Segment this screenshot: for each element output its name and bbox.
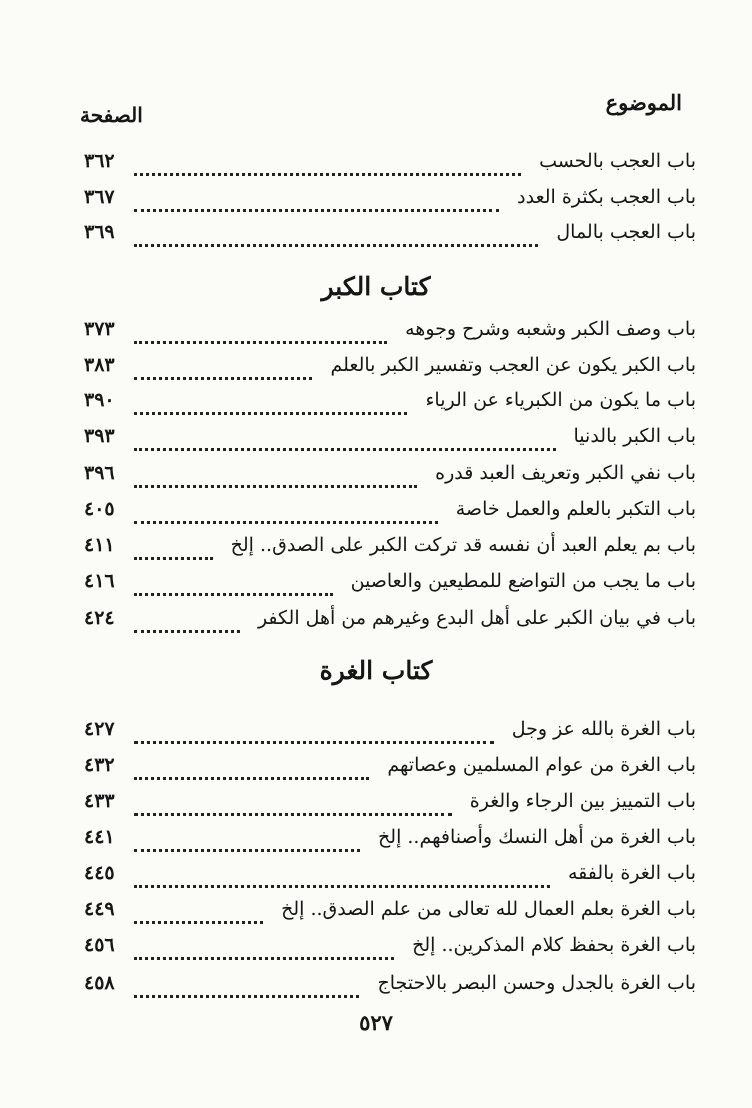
entry-title: باب التكبر بالعلم والعمل خاصة — [455, 498, 696, 520]
page-column-header: الصفحة — [80, 103, 143, 127]
entry-page: ٣٦٧ — [84, 186, 115, 208]
entry-title: باب العجب بكثرة العدد — [517, 186, 696, 208]
entry-title: باب الكبر بالدنيا — [573, 425, 696, 447]
toc-entry — [84, 714, 696, 744]
toc-entry — [84, 146, 696, 176]
leader-dots — [134, 863, 550, 888]
entry-title: باب الغرة بالله عز وجل — [511, 718, 696, 740]
entry-page: ٣٩٣ — [84, 425, 115, 447]
entry-title: باب الغرة بحفظ كلام المذكرين.. إلخ — [412, 934, 696, 956]
toc-entry — [84, 603, 696, 633]
entry-page: ٤٠٥ — [84, 498, 115, 520]
toc-entry — [84, 968, 696, 998]
entry-page: ٤٤٥ — [84, 862, 115, 884]
entry-page: ٣٩٠ — [84, 389, 115, 411]
toc-entry — [84, 350, 696, 380]
entry-page: ٤٣٢ — [84, 754, 115, 776]
entry-title: باب نفي الكبر وتعريف العبد قدره — [435, 462, 696, 484]
entry-page: ٤٣٣ — [84, 790, 115, 812]
entry-title: باب الغرة بالجدل وحسن البصر بالاحتجاج — [377, 972, 696, 994]
toc-entry — [84, 750, 696, 780]
entry-page: ٣٨٣ — [84, 354, 115, 376]
toc-entry — [84, 458, 696, 488]
toc-entry — [84, 314, 696, 344]
entry-title: باب بم يعلم العبد أن نفسه قد تركت الكبر على الصدق.. إلخ — [230, 534, 696, 556]
toc-entry — [84, 822, 696, 852]
entry-title: باب العجب بالمال — [556, 221, 696, 243]
toc-entry — [84, 182, 696, 212]
leader-dots — [134, 319, 387, 344]
leader-dots — [134, 463, 417, 488]
leader-dots — [134, 755, 369, 780]
entry-title: باب الكبر يكون عن العجب وتفسير الكبر بالعلم — [330, 354, 696, 376]
entry-page: ٤٤٩ — [84, 898, 115, 920]
entry-title: باب ما يجب من التواضع للمطيعين والعاصين — [350, 570, 696, 592]
leader-dots — [134, 899, 263, 924]
entry-page: ٤٢٧ — [84, 718, 115, 740]
leader-dots — [134, 608, 240, 633]
toc-entry — [84, 858, 696, 888]
leader-dots — [134, 935, 394, 960]
entry-title: باب الغرة بالفقه — [568, 862, 696, 884]
entry-title: باب الغرة من أهل النسك وأصنافهم.. إلخ — [378, 826, 696, 848]
toc-entry — [84, 566, 696, 596]
leader-dots — [134, 355, 312, 380]
toc-entry — [84, 385, 696, 415]
entry-title: باب العجب بالحسب — [539, 150, 696, 172]
toc-entry — [84, 530, 696, 560]
entry-page: ٤٥٦ — [84, 934, 115, 956]
leader-dots — [134, 535, 213, 560]
entry-page: ٤٤١ — [84, 826, 115, 848]
section-title-ghirra: كتاب الغرة — [319, 656, 433, 685]
entry-title: باب الغرة من عوام المسلمين وعصاتهم — [387, 754, 696, 776]
entry-page: ٤٥٨ — [84, 972, 115, 994]
entry-page: ٣٦٢ — [84, 150, 115, 172]
toc-entry — [84, 217, 696, 247]
topic-column-header: الموضوع — [605, 90, 682, 115]
entry-page: ٣٧٣ — [84, 318, 115, 340]
leader-dots — [134, 151, 521, 176]
leader-dots — [134, 571, 333, 596]
section-title-kibr: كتاب الكبر — [321, 272, 431, 301]
leader-dots — [134, 827, 360, 852]
entry-page: ٤١١ — [84, 534, 115, 556]
entry-title: باب التمييز بين الرجاء والغرة — [469, 790, 696, 812]
page-number: ٥٢٧ — [359, 1010, 393, 1035]
toc-entry — [84, 930, 696, 960]
leader-dots — [134, 187, 499, 212]
toc-entry — [84, 494, 696, 524]
entry-title: باب ما يكون من الكبرياء عن الرياء — [425, 389, 696, 411]
entry-title: باب في بيان الكبر على أهل البدع وغيرهم من أهل الكفر — [257, 607, 696, 629]
entry-page: ٤٢٤ — [84, 607, 115, 629]
toc-entry — [84, 894, 696, 924]
entry-title: باب الغرة بعلم العمال لله تعالى من علم الصدق.. إلخ — [281, 898, 696, 920]
leader-dots — [134, 390, 407, 415]
leader-dots — [134, 973, 359, 998]
entry-page: ٤١٦ — [84, 570, 115, 592]
leader-dots — [134, 719, 494, 744]
toc-entry — [84, 786, 696, 816]
leader-dots — [134, 791, 452, 816]
entry-title: باب وصف الكبر وشعبه وشرح وجوهه — [405, 318, 696, 340]
leader-dots — [134, 222, 538, 247]
leader-dots — [134, 426, 556, 451]
entry-page: ٣٩٦ — [84, 462, 115, 484]
entry-page: ٣٦٩ — [84, 221, 115, 243]
leader-dots — [134, 499, 438, 524]
toc-entry — [84, 421, 696, 451]
